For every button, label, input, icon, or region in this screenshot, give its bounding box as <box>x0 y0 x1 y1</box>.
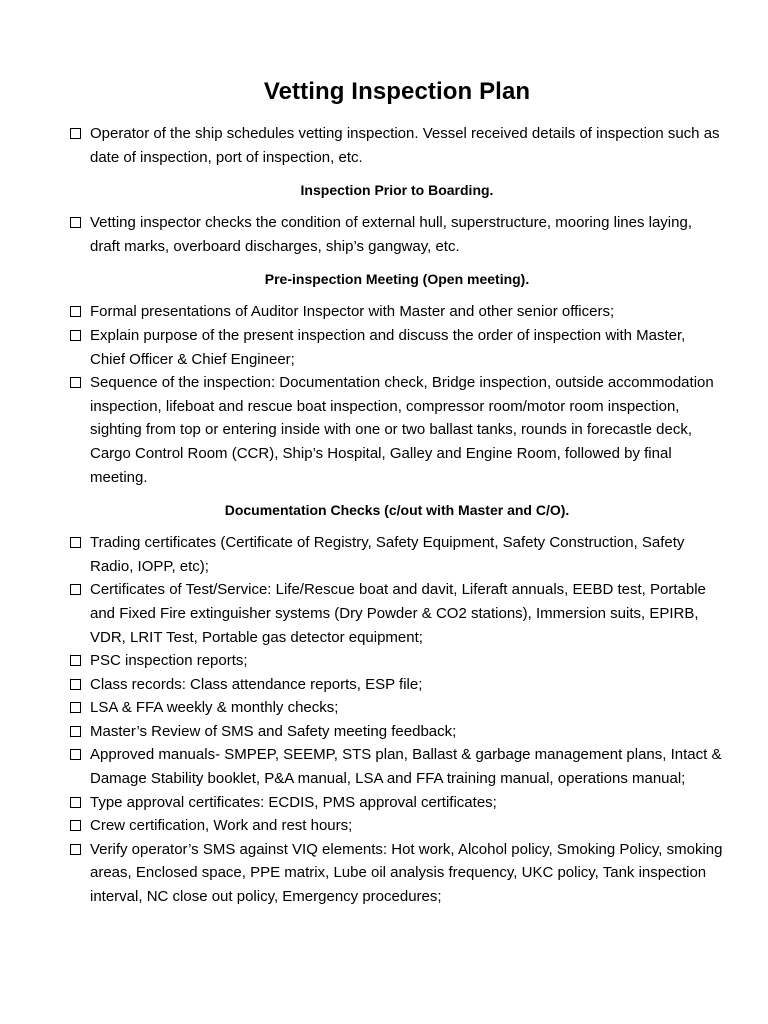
checklist <box>70 300 724 489</box>
checkbox-icon <box>70 128 81 139</box>
checkbox-icon <box>70 330 81 341</box>
checklist-item <box>70 324 724 371</box>
checklist-item <box>70 838 724 909</box>
checklist <box>70 211 724 258</box>
checklist-item-text: Approved manuals- SMPEP, SEEMP, STS plan, Ballast & garbage management plans, Intact & Damage Stability booklet, P&A manual, LSA and FFA training manual, operations manual; <box>90 746 722 788</box>
checkbox-icon <box>70 726 81 737</box>
section <box>70 122 724 169</box>
checkbox-icon <box>70 679 81 690</box>
checkbox-icon <box>70 377 81 388</box>
checkbox-icon <box>70 797 81 808</box>
checklist-item <box>70 720 724 744</box>
checklist-item-text: Class records: Class attendance reports, ESP file; <box>90 675 423 693</box>
checklist-item <box>70 300 724 324</box>
checklist-item <box>70 371 724 489</box>
checkbox-icon <box>70 655 81 666</box>
section-heading: Pre-inspection Meeting (Open meeting). <box>264 271 530 288</box>
document-body <box>70 122 724 909</box>
checkbox-icon <box>70 844 81 855</box>
checkbox-icon <box>70 584 81 595</box>
section <box>70 180 724 258</box>
checklist-item-text: Operator of the ship schedules vetting inspection. Vessel received details of inspection such as date of inspection, port of inspection, etc. <box>90 125 720 166</box>
checklist-item-text: Verify operator’s SMS against VIQ elements: Hot work, Alcohol policy, Smoking Policy, smoking areas, Enclosed space, PPE matrix, Lube oil analysis frequency, UKC policy, Tank inspection interval, NC close out policy, Emergency procedures; <box>90 840 723 906</box>
checklist-item-text: Type approval certificates: ECDIS, PMS approval certificates; <box>90 793 497 811</box>
checklist-item-text: LSA & FFA weekly & monthly checks; <box>90 699 339 717</box>
checkbox-icon <box>70 537 81 548</box>
checklist <box>70 122 724 169</box>
checklist-item <box>70 814 724 838</box>
section-heading: Inspection Prior to Boarding. <box>300 182 494 199</box>
checkbox-icon <box>70 217 81 228</box>
checklist-item-text: Trading certificates (Certificate of Registry, Safety Equipment, Safety Construction, Safety Radio, IOPP, etc); <box>90 534 685 575</box>
checklist-item-text: Vetting inspector checks the condition of external hull, superstructure, mooring lines laying, draft marks, overboard discharges, ship’s gangway, etc. <box>90 214 692 255</box>
section <box>70 500 724 909</box>
checklist-item-text: Explain purpose of the present inspection and discuss the order of inspection with Master, Chief Officer & Chief Engineer; <box>90 326 686 368</box>
checklist-item <box>70 673 724 697</box>
checklist-item-text: Certificates of Test/Service: Life/Rescue boat and davit, Liferaft annuals, EEBD test, Portable and Fixed Fire extinguisher systems (Dry Powder & CO2 stations), Immersion suits, EPIRB, VDR, LRIT Test, Portable gas detector equipment; <box>90 581 706 646</box>
checklist-item <box>70 122 724 169</box>
checklist-item-text: Sequence of the inspection: Documentation check, Bridge inspection, outside accommodation inspection, lifeboat and rescue boat inspection, compressor room/motor room inspection, sighting from top or entering inside with one or two ballast tanks, rounds in forecastle deck, Cargo Control Room (CCR), Ship’s Hospital, Galley and Engine Room, followed by final meeting. <box>90 374 714 486</box>
checkbox-icon <box>70 306 81 317</box>
checklist-item <box>70 649 724 673</box>
checkbox-icon <box>70 749 81 760</box>
checklist-item <box>70 211 724 258</box>
checklist-item-text: PSC inspection reports; <box>90 652 248 670</box>
section-heading: Documentation Checks (c/out with Master and C/O). <box>224 502 570 519</box>
checklist-item <box>70 791 724 815</box>
document-title: Vetting Inspection Plan <box>263 78 531 105</box>
checklist <box>70 531 724 909</box>
checklist-item <box>70 696 724 720</box>
checklist-item <box>70 743 724 790</box>
checklist-item <box>70 531 724 578</box>
checkbox-icon <box>70 820 81 831</box>
checklist-item-text: Crew certification, Work and rest hours; <box>90 817 353 835</box>
section <box>70 269 724 489</box>
checklist-item-text: Formal presentations of Auditor Inspector with Master and other senior officers; <box>90 303 615 321</box>
checklist-item-text: Master’s Review of SMS and Safety meeting feedback; <box>90 722 457 740</box>
checkbox-icon <box>70 702 81 713</box>
checklist-item <box>70 578 724 649</box>
